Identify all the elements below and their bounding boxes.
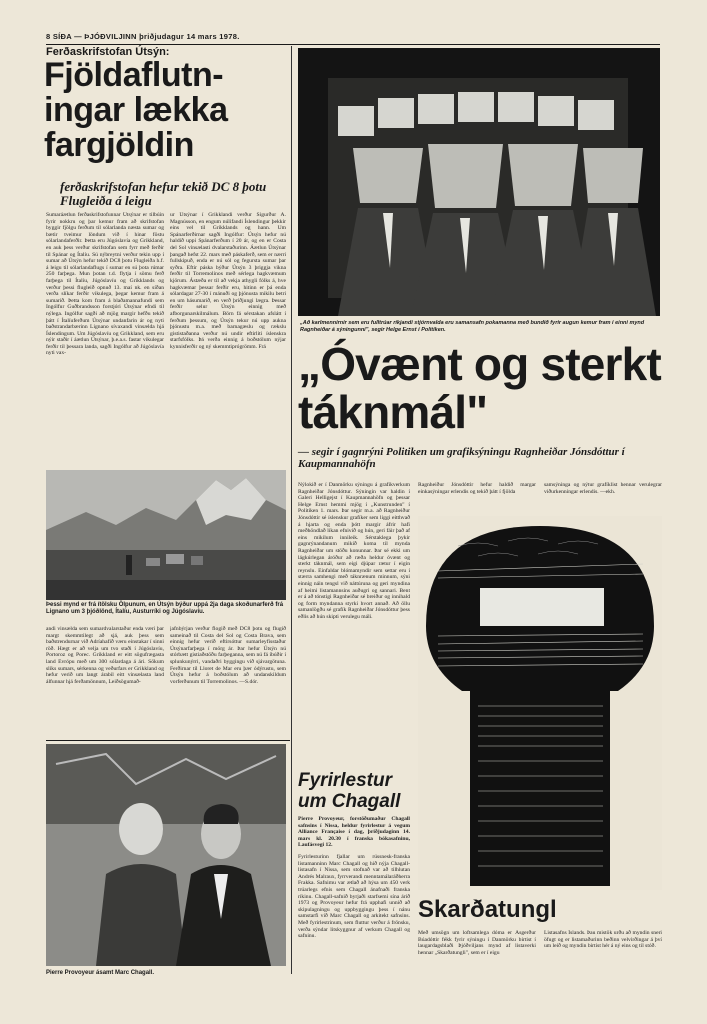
article2-col3: samsýninga og nýtur grafíklist hennar verulegrar viðurkenningar erlendis. —ekh.	[544, 482, 662, 495]
chagall-photo	[46, 744, 286, 966]
header-rule	[46, 44, 660, 45]
article3-headline: Fyrirlestur um Chagall	[298, 770, 401, 812]
alps-photo-image	[46, 470, 286, 600]
article1-col1: Sumaráætlun ferðaskrifstofunnar Útsýnar er tilbúin fyrir nokkru og þar kemur fram að skrifstofan byggir fjölgu ferðum til sólarlanda næsta sumar og bætir tveimur löndum við í hinar föstu sólarlandaferðir. Þetta eru Júgóslavía og Grikkland, en auk þess verður skrifstofan sem fyrr með ferðir til Spánar og Ítalíu. Sú nýbreytni verður tekin upp í sumar að Útsýn hefur tekið DC8 þotu Flugleiða h.f. á leigu til sólarlandaflugs í sumar en sú þota rúmar 250 farþega. Mun þotan t.d. flytja í sömu ferð farþega til Ítalíu, Júgóslavíu og Grikklands og verður þessi flugleið opnuð 13. maí nk. en síðan verða slíkar ferðir vikulega, þegar kemur fram á sumarið. Þetta kom fram á blaðamannafundi sem Ingólfur Guðbrandsson forstjóri Útsýnar efndi til nýlega. Ingólfur sagði að mjög margir hefðu tekið þátt í Ítalíuferðum Útsýnar undanfarin ár og nyti baðstrandarbærinn Lignano sívaxandi vinsælda hjá Íslendingum. Um Júgóslavíu og Grikkland, sem eru nýir staðir í áætlun Útsýnar, þ.e.a.s. fastar vikulegar ferðir til þessara landa, sagði Ingólfur að Júgóslavía nyti vax-	[46, 212, 164, 357]
ragnheidur-artwork-photo	[298, 48, 660, 316]
article1-headline: Fjöldaflutn-ingar lækka fargjöldin	[44, 56, 228, 164]
article2-col1: Nýlokið er í Danmörku sýningu á grafikverkum Ragnheiðar Jónsdóttur. Sýningin var haldin í Galeri Helligejst í Kaupmannahöfn og þessar Helge Ernst hemmi mjög í „Kunstrunden" í Politiken 1. mars. Þar segir m.a. að Ragnheiður Jónsdóttir sé íslenskur grafíker sem liggi eitthvað á hjarta og enda þótt margir áfrir hafi meðhöndlað líkan efnivið og hún, geri fáir það af eins mikilum innileik. Sérstaklega þykir gagnrýnandanum mikið koma til mynda Ragnheiðar um stöðu konunnar. Þar sé ekki um lágkúrlegan áróður að ræða heldur óvænt og sterkt táknmál, sem eigi djúpar rætur í eigin reynslu. Einfaldar blómamyndir sem settar eru í stærra samhengi með táknrænum minnum, sýni einnig náin tengsl við náttúruna og geri myndina af heimi listamannsins auðugri og sannari. Bent er á að tónstigi Ragnheiðar sé breiður og innihald og form myndanna styrki hvort annað. Að öllu samanlögðu sé grafík Ragnheiðar Jónsdóttur þess eðlis að hún skipti verulegu máli.	[298, 482, 410, 620]
chagall-photo-caption: Pierre Provoyeur ásamt Marc Chagall.	[46, 970, 155, 976]
article2-subhead: — segir í gagnrýni Politiken um grafiksýningu Ragnheiðar Jónsdóttur í Kaupmannahöfn	[298, 446, 625, 470]
page-header: 8 SÍÐA — ÞJÓÐVILJINN þriðjudagur 14 mars 1978.	[46, 32, 240, 41]
article1-subhead: ferðaskrifstofan hefur tekið DC 8 þotu Flugleiða á leigu	[60, 179, 267, 208]
article3-lead: Pierre Provoyeur, forstöðumaður Chagall safnsins í Nissa, heldur fyrirlestur á vegum Alliance Française í dag, þriðjudaginn 14. mars kl. 20.30 í franska bókasafninu, Laufásvegi 12.	[298, 816, 410, 849]
ragnheidur-photo-caption: „Að karlmennirnir sem eru fulltrúar ríkjandi stjórnvalda eru samansafn pokamanna með bundið fyrir augun kemur fram í einni mynd Ragnheiðar á sýningunni", segir Helge Ernst í Politiken.	[300, 320, 645, 333]
article2-headline: „Óvænt og sterkt táknmál"	[298, 338, 661, 438]
article1-col1b: andi vinsælda sem sumardvalarstaður enda væri þar margt skemmtilegt að sjá, auk þess sem baðstrendurnar við Adríahafið væru einstakar í sinni röð. Hægt er að velja um tvo staði í Júgóslavíu, Portoroz og Porec. Grikkland er eitt sögufrægasta land Evrópu með um 300 sólardaga á ári. Sökum slíks sumars, sérkenna og veðurfars er Grikkland og hefur verið um langt árabil eitt vinsælasta land álfunnar hjá ferðamönnum, Leiðsögumað-	[46, 626, 164, 685]
article1-kicker: Ferðaskrifstofan Útsýn:	[46, 46, 170, 58]
alps-photo	[46, 470, 286, 600]
article4-col2: Listasafns Íslands. Þau mistök urðu að myndin sneri öfugt og er listamaðurinn beðinn velvirðingar á því um leið og myndin birtist hér á ný eins og til stóð.	[544, 930, 662, 950]
article3-body: Fyrirlesturinn fjallar um rússnesk-franska listamanninn Marc Chagall og hið nýja Chagall-listasafn í Nissa, sem stofnað var að tilhlutan Andrés Malraux, fyrrverandi menntamálaráðherra Frakka. Safnimu var ætlað að hýsa um 450 verk trúarlegs efnis sem Chagall ánafnaði franska ríkinu. Chagall-safnið byrjaði starfsemi sína árið 1973 og Provoyeur hefur frá upphafi unnið að skipulagningu og uppbyggingu þess í nánu samstarfi við Marc Chagall og arkitekt safnsins. Með fyrirlestrinum, sem fluttur verður á frönsku, verða sýndar litskyggnur af verkum Chagall og safninu.	[298, 854, 410, 940]
article4-headline: Skarðatungl	[418, 896, 557, 923]
ragnheidur-artwork-image	[298, 48, 660, 316]
skardatungl-artwork-image	[418, 516, 662, 890]
chagall-photo-image	[46, 744, 286, 966]
alps-photo-caption: Þessi mynd er frá ítölsku Ölpunum, en Útsýn býður uppá 2ja daga skoðunarferð frá Lignano um 3 þjóðlönd, Ítalíu, Austurríki og Júgóslavíu.	[46, 602, 284, 615]
skardatungl-artwork	[418, 516, 662, 890]
article1-col2b: jafnbýrjan verður flogið með DC8 þotu og flugið sameinað til Costa del Sol og Costa Brava, sem einnig hefur verið eftirsóttur sumarleyfisstaður Útsýnarfarþega í mörg ár. Þar hefur Útsýn nú stórbætt gistiaðstöðu farþeganna, sem nú fá íbúðir í splunkunýrri, vandaðri byggingu við sjávargötuna. Ferðirnar til Lloret de Mar eru þær ódýrustu, sem Útsýn hefur á boðstólum að undanskildum vorferðunum til Torremolinos. —S.dór.	[170, 626, 286, 685]
article4-col1: Með umsögn um loftsamlega dóma er Ásgerður Búadóttir fékk fyrir sýningu í Danmörku birtist í laugardagsblaði Þjóðviljans mynd af listaverki hennar „Skarðatungli", sem er í eigu	[418, 930, 536, 956]
article2-col2: Ragnheiður Jónsdóttir hefur haldið margar einkasýningar erlendis og tekið þátt í fjölda	[418, 482, 536, 495]
column-divider	[291, 46, 292, 974]
article1-end-rule	[46, 740, 290, 741]
article1-col2: ur Útsýnar í Grikklandi verður Sigurður A. Magnússon, en engum núlifandi Íslendingur þekkir eins vel til Grikklands og hann. Um Spánarferðirnar sagði Ingólfur: Útsýn hefur nú haldið uppi Spánarferðum í 20 ár, og en er Costa del Sol vinsælasti dvalarstaðurinn. Áætlun Útsýnar þangað hefst 22. mars með páskaferð, sem er nærri fullskipuð, enda er nú sól og fegursta sumar þar syðra. Eftir páska býður Útsýn 3 þriggja vikna ferðir til Torremolinos með sérlega hagkvæmum kjörum. Ástæða er til að vekja athygli fólks á, hve hagkvæmar þessar ferðir eru, hitinn er þá enda sólardagar 27-30 í mánuði og þjónusta mikilu betri en um hásumarið, en verð þriðjungi lægra. Þessar ferðir selur Útsýn einnig með afborgunarskilmálum. Börn fá sérstakan afslátt í ferðum þessum, og Útsýn tekur nú upp aukna þjónustu m.a. með barnagæslu og rækslu gististaðanna verður nú undir eftirliti íslenskra starfsfólks. Þá verða einnig á boðstólum nýjar kynnisferðir og ný skemmtiprógrömm. Frá	[170, 212, 286, 350]
